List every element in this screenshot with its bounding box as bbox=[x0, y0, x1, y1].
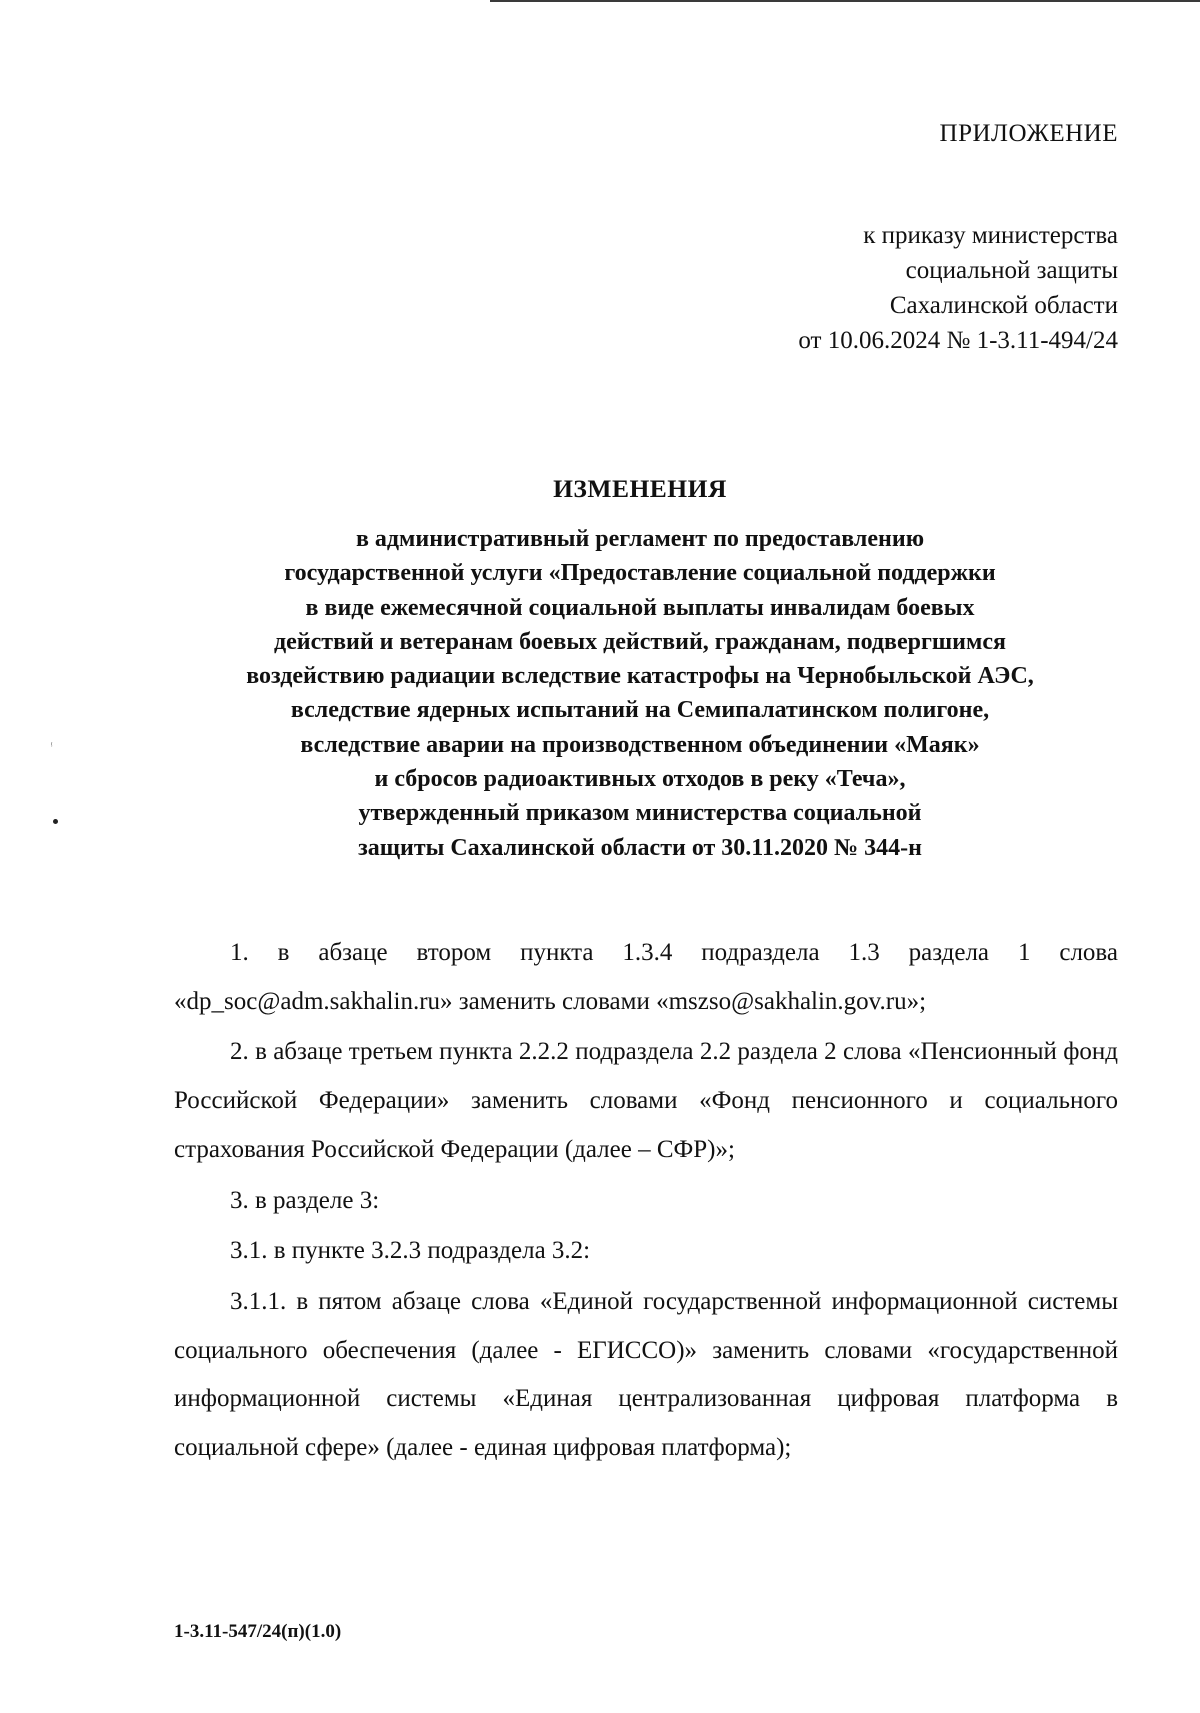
paragraph-item-2: 2. в абзаце третьем пункта 2.2.2 подраздела 2.2 раздела 2 слова «Пенсионный фонд Российской Федерации» заменить словами «Фонд пенсионного и социального страхования Российской Федерации (далее – СФР)»; bbox=[174, 1038, 1118, 1163]
subheading-line: защиты Сахалинской области от 30.11.2020 № 344-н bbox=[358, 834, 922, 861]
order-reference-line: от 10.06.2024 № 1-3.11-494/24 bbox=[798, 327, 1118, 354]
order-reference-line: социальной защиты bbox=[905, 257, 1118, 284]
subheading-line: и сбросов радиоактивных отходов в реку «Теча», bbox=[374, 766, 906, 793]
appendix-title: ПРИЛОЖЕНИЕ bbox=[939, 120, 1118, 147]
document-body bbox=[174, 929, 1118, 1475]
subheading-line: государственной услуги «Предоставление социальной поддержки bbox=[284, 560, 996, 587]
subheading-line: действий и ветеранам боевых действий, гражданам, подвергшимся bbox=[274, 628, 1006, 655]
paragraph-item-3: 3. в разделе 3: bbox=[230, 1186, 380, 1214]
subheading-line: в виде ежемесячной социальной выплаты инвалидам боевых bbox=[305, 594, 975, 621]
order-reference-line: Сахалинской области bbox=[889, 292, 1118, 319]
order-reference bbox=[518, 218, 1118, 358]
document-subheading bbox=[160, 522, 1120, 865]
subheading-line: воздействию радиации вследствие катастрофы на Чернобыльской АЭС, bbox=[246, 663, 1034, 690]
paragraph-item-3-1: 3.1. в пункте 3.2.3 подраздела 3.2: bbox=[230, 1237, 591, 1265]
document-heading: ИЗМЕНЕНИЯ bbox=[553, 474, 727, 503]
document-code: 1-3.11-547/24(п)(1.0) bbox=[174, 1621, 342, 1642]
scan-artifact-mark: ᵎ bbox=[51, 740, 53, 751]
scan-artifact-dot bbox=[53, 819, 58, 824]
scan-edge-line bbox=[490, 0, 1200, 2]
subheading-line: вследствие ядерных испытаний на Семипалатинском полигоне, bbox=[290, 697, 990, 724]
paragraph-item-1: 1. в абзаце втором пункта 1.3.4 подраздела 1.3 раздела 1 слова «dp_soc@adm.sakhalin.ru» заменить словами «mszso@sakhalin.gov.ru»; bbox=[174, 939, 1118, 1015]
paragraph-item-3-1-1: 3.1.1. в пятом абзаце слова «Единой государственной информационной системы социального обеспечения (далее - ЕГИССО)» заменить словами «государственной информационной системы «Единая централизованная цифровая платформа в социальной сфере» (далее - единая цифровая платформа); bbox=[174, 1287, 1118, 1462]
order-reference-line: к приказу министерства bbox=[863, 222, 1118, 249]
subheading-line: вследствие аварии на производственном объединении «Маяк» bbox=[300, 731, 980, 758]
subheading-line: утвержденный приказом министерства социальной bbox=[358, 800, 922, 827]
subheading-line: в административный регламент по предоставлению bbox=[355, 526, 925, 552]
